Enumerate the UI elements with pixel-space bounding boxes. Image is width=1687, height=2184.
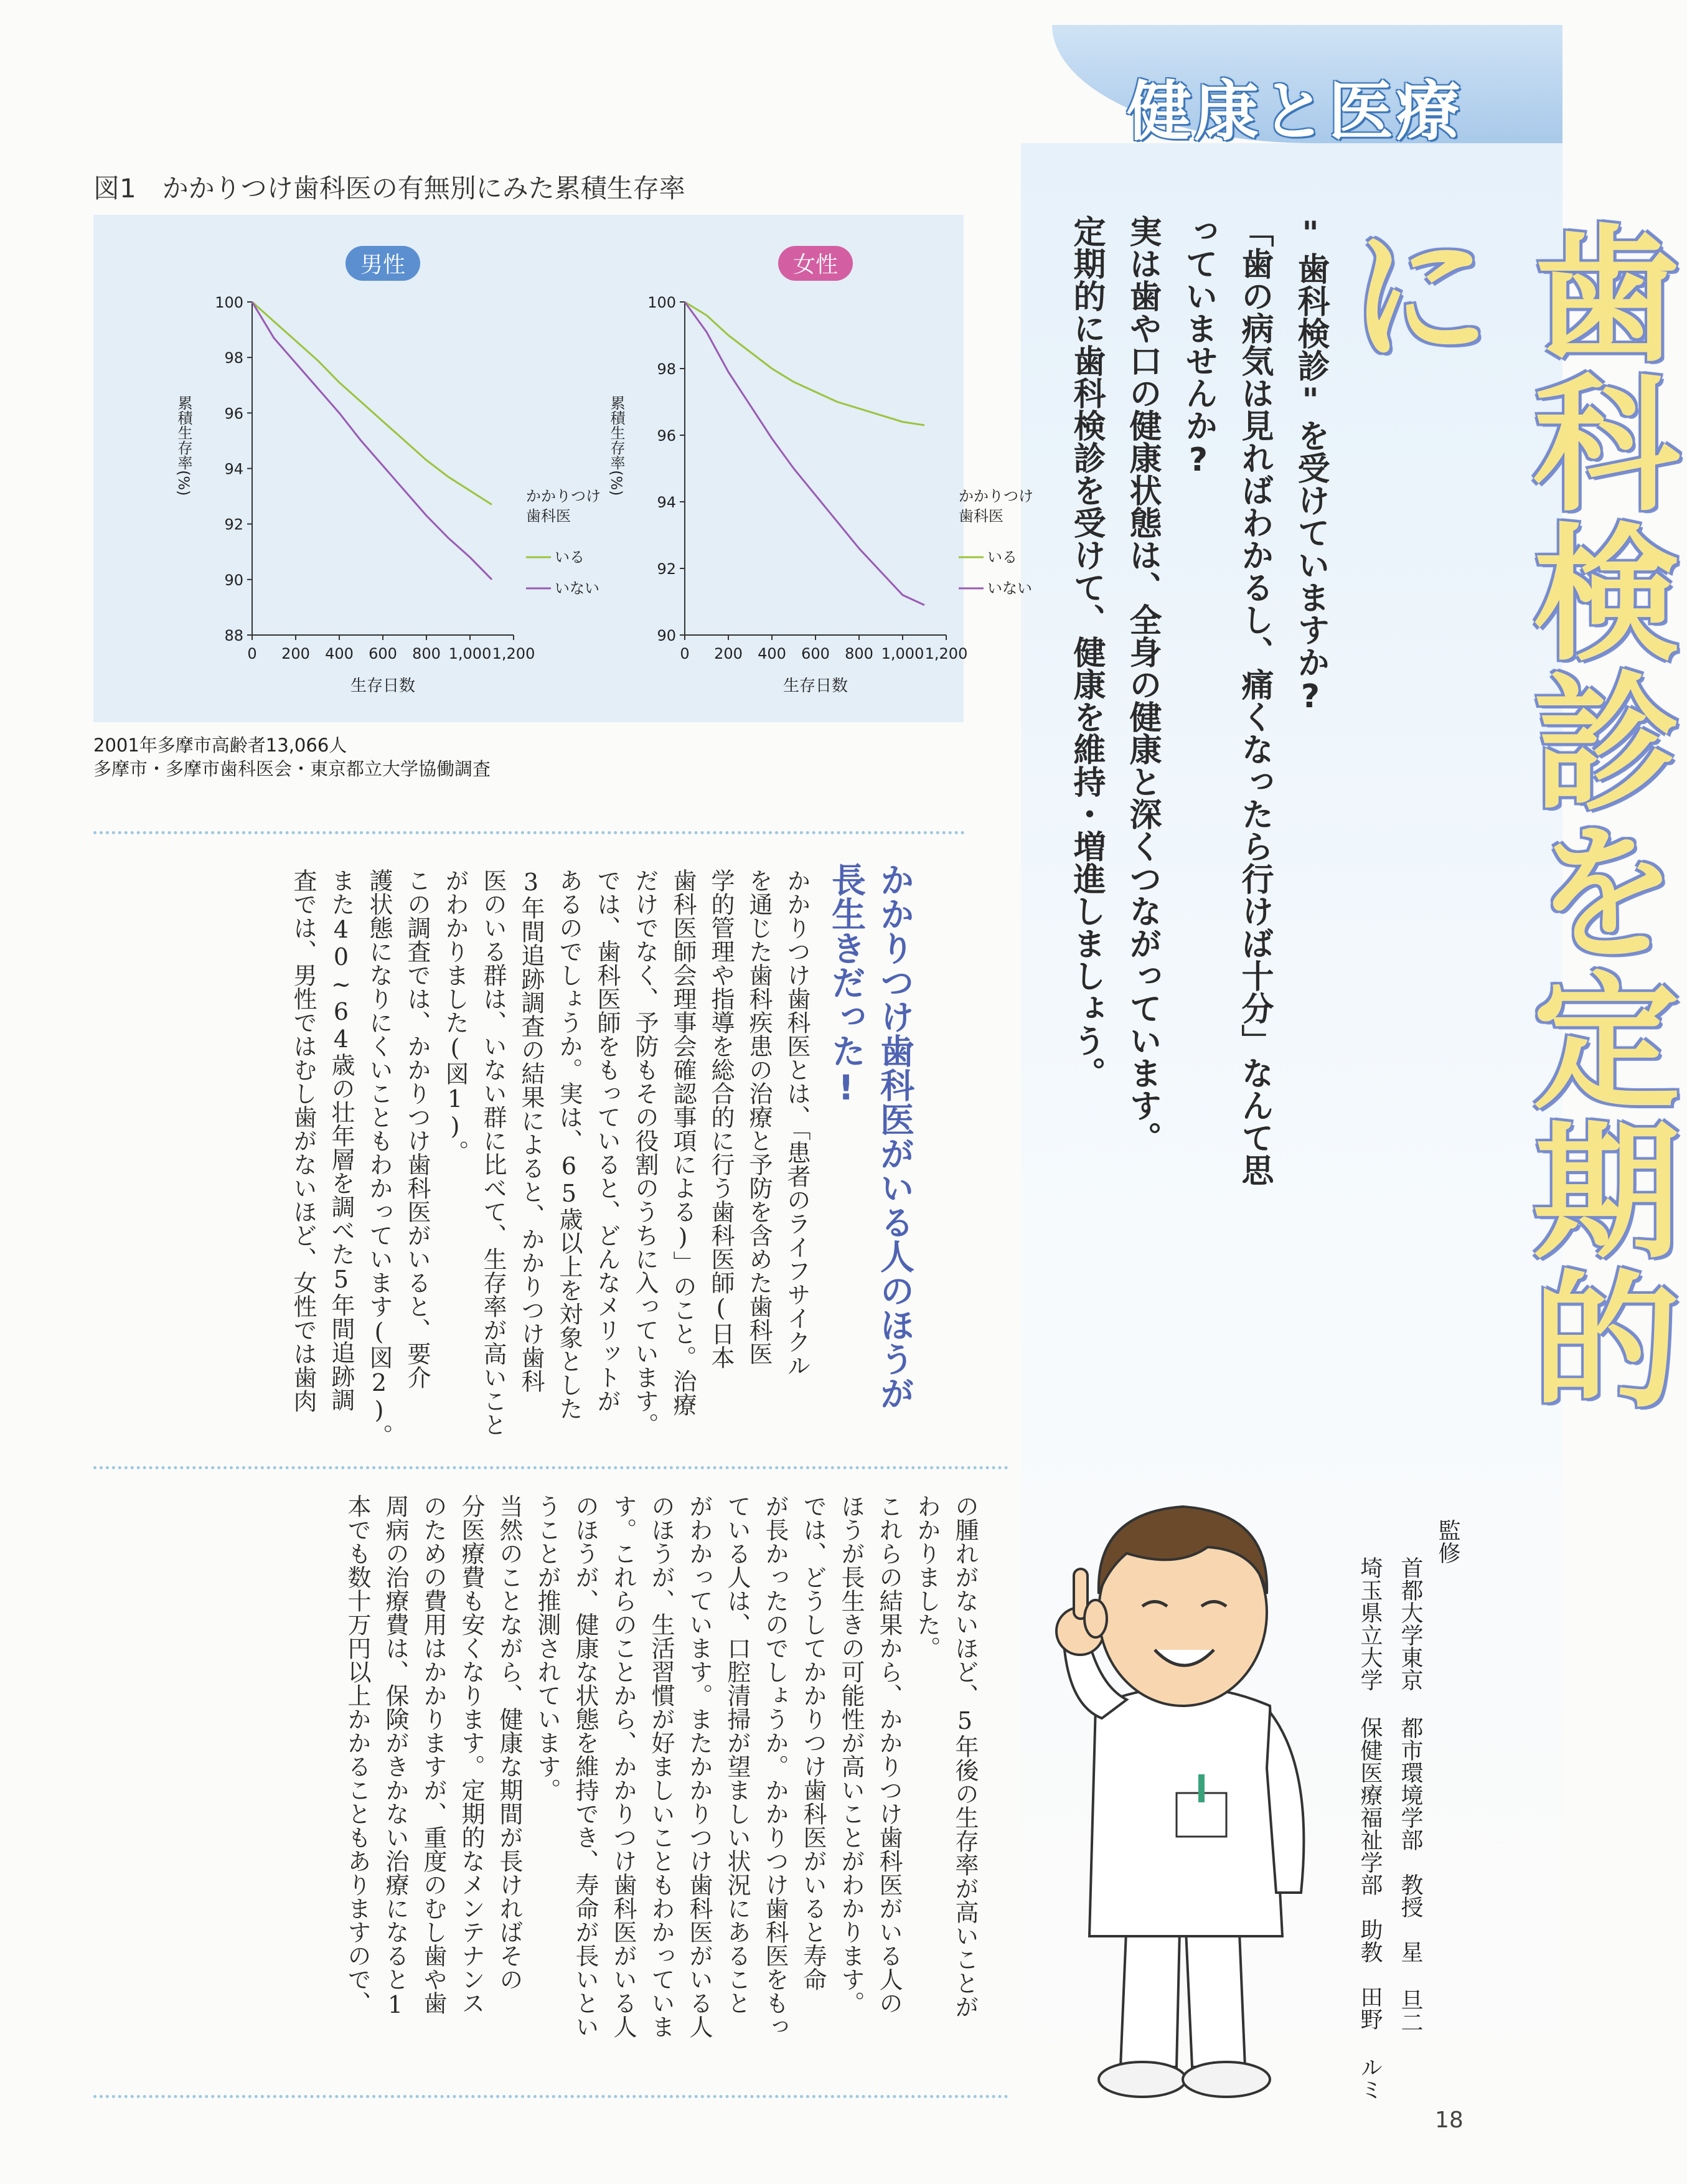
x-tick-label: 800 — [412, 645, 441, 662]
page-number: 18 — [1435, 2107, 1464, 2133]
pen — [1198, 1774, 1205, 1802]
x-tick-label: 200 — [281, 645, 310, 662]
legend-title: 歯科医 — [959, 507, 1003, 525]
y-tick-label: 94 — [224, 460, 243, 478]
series-line-いる — [685, 302, 924, 425]
section-subheading — [822, 862, 919, 1516]
legend-label-yes: いる — [987, 548, 1017, 566]
y-axis-label: 累積生存率(%) — [608, 395, 625, 496]
ear — [1084, 1600, 1107, 1637]
y-tick-label: 100 — [215, 294, 243, 311]
y-tick-label: 92 — [224, 515, 243, 534]
subheading-line: 長生きだった! — [826, 862, 866, 1108]
y-tick-label: 90 — [224, 571, 243, 589]
left-leg — [1121, 1918, 1180, 2067]
series-line-いる — [252, 302, 492, 504]
body-line: では、歯科医師をもっていると、どんなメリットが — [593, 868, 621, 1413]
x-tick-label: 0 — [247, 645, 257, 662]
intro-line: "歯科検診"を受けていますか? — [1292, 215, 1329, 715]
figure-note-source: 多摩市・多摩市歯科医会・東京都立大学協働調査 — [93, 758, 491, 779]
y-tick-label: 98 — [224, 349, 243, 367]
body-line: 学的管理や指導を総合的に行う歯科医師(日本 — [707, 868, 735, 1369]
intro-line: 定期的に歯科検診を受けて、健康を維持・増進しましょう。 — [1068, 215, 1105, 1089]
body-line: す。これらのことから、かかりつけ歯科医がいる人 — [609, 1494, 637, 2038]
right-shoe — [1183, 2062, 1270, 2097]
y-tick-label: 96 — [657, 427, 676, 445]
x-axis-label: 生存日数 — [782, 677, 848, 695]
body-line: 本でも数十万円以上かかることもありますので、 — [344, 1494, 371, 2015]
body-line: かかりつけ歯科医とは、「患者のライフサイクル — [783, 868, 811, 1377]
y-tick-label: 94 — [657, 494, 676, 511]
figure-title: 図1 かかりつけ歯科医の有無別にみた累積生存率 — [93, 173, 685, 204]
survival-chart — [93, 215, 1033, 722]
x-tick-label: 1,000 — [881, 645, 924, 662]
chart-title: 女性 — [792, 252, 839, 278]
supervisor-label: 監修 — [1435, 1519, 1460, 1564]
body-line: 周病の治療費は、保険がきかない治療になると1 — [382, 1494, 409, 2018]
x-tick-label: 800 — [845, 645, 873, 662]
series-line-いない — [685, 302, 924, 605]
body-line: がわかりました(図1)。 — [441, 868, 469, 1164]
y-tick-label: 98 — [657, 360, 676, 378]
body-line: わかりました。 — [913, 1494, 941, 1660]
body-text-upper — [100, 868, 815, 1460]
y-tick-label: 96 — [224, 405, 243, 423]
x-tick-label: 0 — [680, 645, 690, 662]
body-line: ほうが長生きの可能性が高いことがわかります。 — [837, 1494, 865, 2015]
body-line: うことが推測されています。 — [533, 1494, 561, 1802]
y-tick-label: 90 — [657, 627, 676, 644]
chart-panel — [93, 215, 1033, 722]
body-line: ている人は、口腔清掃が望ましい状況にあること — [723, 1494, 751, 2015]
x-tick-label: 400 — [758, 645, 786, 662]
body-line: では、どうしてかかりつけ歯科医がいると寿命 — [799, 1494, 827, 1991]
y-tick-label: 100 — [647, 294, 676, 311]
main-title: 歯科検診を定期的に — [1322, 218, 1680, 1413]
body-line: あるのでしょうか。実は、65歳以上を対象とした — [555, 868, 583, 1420]
body-line: の腫れがないほど、5年後の生存率が高いことが — [951, 1494, 979, 2018]
category-title: 健康と医療 — [1127, 73, 1464, 149]
x-tick-label: 1,000 — [448, 645, 492, 662]
figure-note-population: 2001年多摩市高齢者13,066人 — [93, 735, 347, 756]
intro-text — [1058, 215, 1338, 1186]
body-line: を通じた歯科疾患の治療と予防を含めた歯科医 — [745, 868, 773, 1365]
legend-title: 歯科医 — [526, 507, 571, 525]
body-line: のほうが、生活習慣が好ましいこともわかっていま — [647, 1494, 675, 2038]
body-line: だけでなく、予防もその役割のうちに入っています。 — [631, 868, 659, 1436]
legend-label-no: いない — [987, 580, 1032, 597]
intro-line: 「歯の病気は見ればわかるし、痛くなったら行けば十分」なんて思っていませんか? — [1180, 215, 1273, 1186]
x-tick-label: 1,200 — [924, 645, 968, 662]
supervisor-line: 埼玉県立大学 保健医療福祉学部 助教 田野 ルミ — [1357, 1556, 1383, 2101]
x-tick-label: 200 — [714, 645, 743, 662]
body-line: 医のいる群は、いない群に比べて、生存率が高いこと — [479, 868, 507, 1436]
y-tick-label: 88 — [224, 627, 243, 644]
y-axis-label: 累積生存率(%) — [175, 395, 192, 496]
body-line: のための費用はかかりますが、重度のむし歯や歯 — [420, 1494, 447, 2015]
body-text-lower — [100, 1494, 984, 2098]
series-line-いない — [252, 302, 492, 580]
intro-line: 実は歯や口の健康状態は、全身の健康と深くつながっています。 — [1124, 215, 1161, 1154]
body-line: が長かったのでしょうか。かかりつけ歯科医をもっ — [761, 1494, 789, 2038]
divider — [93, 831, 965, 834]
legend-title: かかりつけ — [526, 487, 601, 505]
body-line: 歯科医師会理事会確認事項による)」のこと。治療 — [669, 868, 697, 1416]
body-line: 当然のことながら、健康な期間が長ければその — [496, 1494, 523, 1991]
y-tick-label: 92 — [657, 560, 676, 578]
left-shoe — [1099, 2062, 1186, 2097]
body-line: これらの結果から、かかりつけ歯科医がいる人の — [875, 1494, 903, 2015]
right-leg — [1186, 1918, 1245, 2067]
x-tick-label: 600 — [369, 645, 397, 662]
body-line: 護状態になりにくいこともわかっています(図2)。 — [365, 868, 393, 1447]
subheading-line: かかりつけ歯科医がいる人のほうが — [875, 862, 914, 1410]
chart-title: 男性 — [360, 252, 406, 278]
body-line: この調査では、かかりつけ歯科医がいると、要介 — [403, 868, 431, 1389]
x-axis-label: 生存日数 — [350, 677, 416, 695]
body-line: のほうが、健康な状態を維持でき、寿命が長いとい — [571, 1494, 599, 2038]
body-line: がわかっています。またかかりつけ歯科医がいる人 — [685, 1494, 713, 2038]
body-line: 査では、男性ではむし歯がないほど、女性では歯肉 — [289, 868, 317, 1413]
supervisor-line: 首都大学東京 都市環境学部 教授 星 旦二 — [1398, 1556, 1423, 2033]
legend-label-no: いない — [555, 580, 599, 597]
x-tick-label: 400 — [325, 645, 354, 662]
x-tick-label: 600 — [801, 645, 830, 662]
legend-label-yes: いる — [555, 548, 585, 566]
dentist-illustration — [1021, 1444, 1345, 2117]
body-line: 分医療費も安くなります。定期的なメンテナンス — [458, 1494, 485, 2015]
x-tick-label: 1,200 — [492, 645, 535, 662]
legend-title: かかりつけ — [959, 487, 1033, 505]
body-line: また40~64歳の壮年層を調べた5年間追跡調 — [327, 868, 355, 1411]
body-line: 3年間追跡調査の結果によると、かかりつけ歯科 — [517, 868, 545, 1393]
